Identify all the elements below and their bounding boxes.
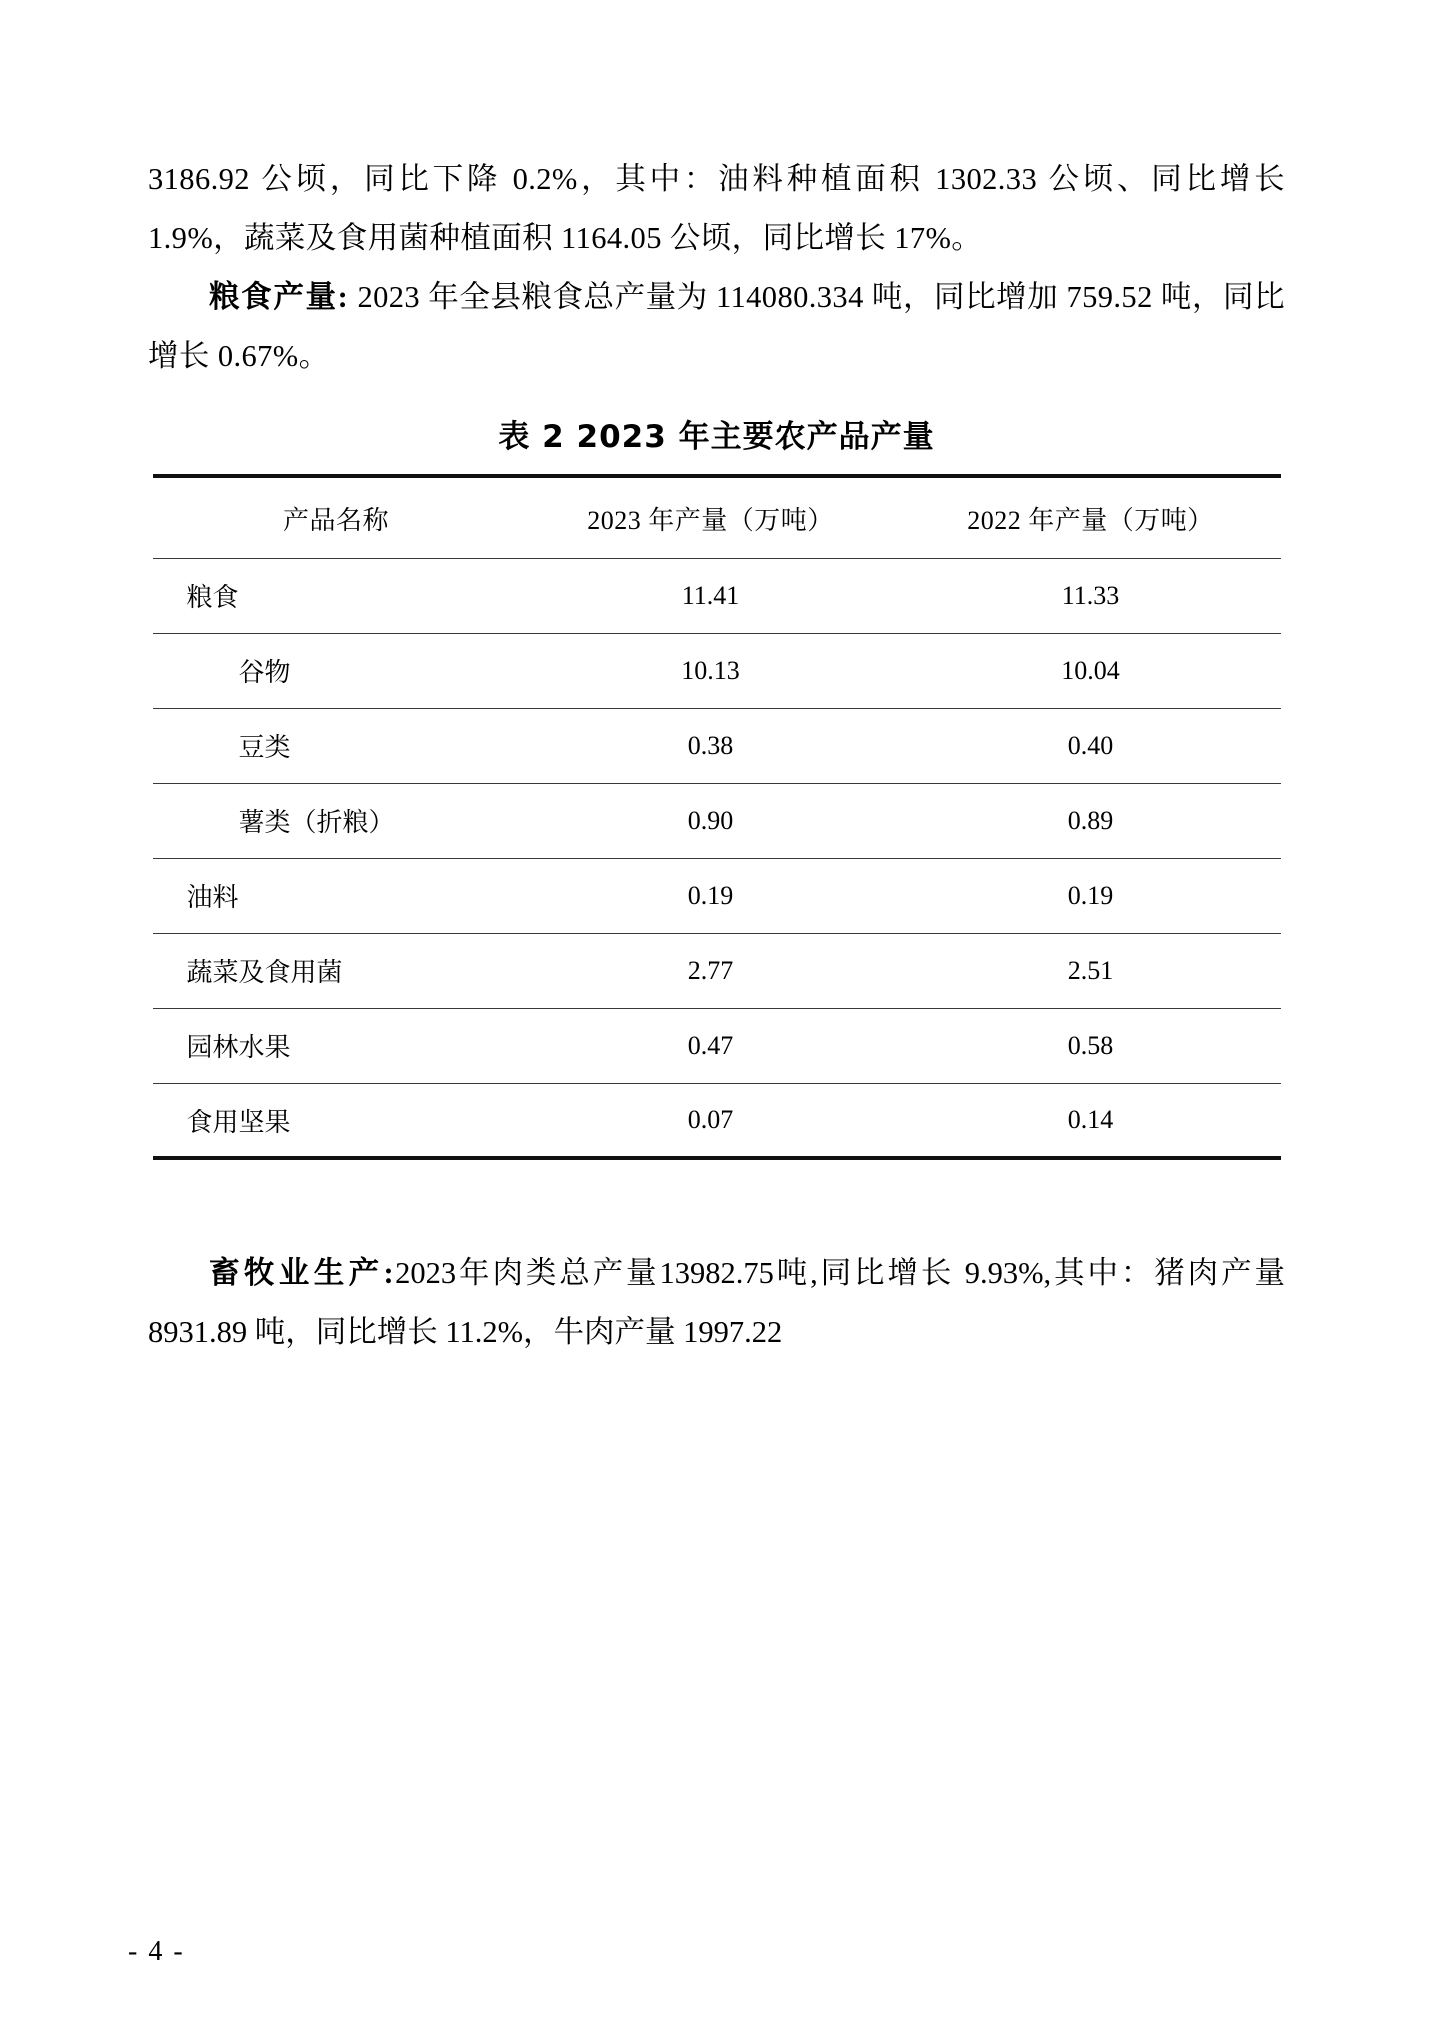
cell-2022-value: 0.14	[901, 1083, 1281, 1158]
livestock-lead: 畜牧业生产:	[209, 1256, 396, 1291]
cell-2022-value: 0.89	[901, 783, 1281, 858]
cell-2022-value: 0.19	[901, 858, 1281, 933]
paragraph-planting-area: 3186.92 公顷，同比下降 0.2%，其中：油料种植面积 1302.33 公顷、同比增长 1.9%，蔬菜及食用菌种植面积 1164.05 公顷，同比增长 17%。	[148, 162, 1285, 255]
page-number: - 4 -	[128, 1936, 185, 1967]
column-header-2023: 2023 年产量（万吨）	[521, 476, 901, 558]
cell-product-name: 园林水果	[153, 1008, 521, 1083]
table-title: 表 2 2023 年主要农产品产量	[498, 419, 935, 456]
table-row	[153, 558, 1281, 633]
cell-2023-value: 0.19	[521, 858, 901, 933]
table-row	[153, 1008, 1281, 1083]
cell-product-name: 粮食	[153, 558, 521, 633]
table-row	[153, 933, 1281, 1008]
table-body	[153, 558, 1281, 1158]
cell-product-name: 薯类（折粮）	[153, 783, 521, 858]
table-row	[153, 633, 1281, 708]
paragraph-livestock	[148, 1244, 1285, 1362]
cell-2023-value: 0.47	[521, 1008, 901, 1083]
cell-product-name: 油料	[153, 858, 521, 933]
cell-2022-value: 2.51	[901, 933, 1281, 1008]
livestock-text: 2023年肉类总产量13982.75吨,同比增长 9.93%,其中：猪肉产量 8931.89 吨，同比增长 11.2%，牛肉产量 1997.22	[148, 1256, 1285, 1350]
cell-2022-value: 0.40	[901, 708, 1281, 783]
grain-output-text: 2023 年全县粮食总产量为 114080.334 吨，同比增加 759.52 吨，同比增长 0.67%。	[148, 279, 1285, 373]
cell-2023-value: 0.90	[521, 783, 901, 858]
table-head	[153, 476, 1281, 558]
grain-output-lead: 粮食产量:	[209, 279, 350, 314]
cell-2022-value: 11.33	[901, 558, 1281, 633]
cell-2022-value: 0.58	[901, 1008, 1281, 1083]
cell-product-name: 豆类	[153, 708, 521, 783]
cell-2023-value: 2.77	[521, 933, 901, 1008]
cell-2023-value: 11.41	[521, 558, 901, 633]
table-header-row	[153, 476, 1281, 558]
table-row	[153, 783, 1281, 858]
cell-2023-value: 10.13	[521, 633, 901, 708]
column-header-product: 产品名称	[153, 476, 521, 558]
cell-2023-value: 0.38	[521, 708, 901, 783]
cell-2022-value: 10.04	[901, 633, 1281, 708]
paragraph-grain-output	[148, 268, 1285, 386]
agricultural-output-table	[153, 474, 1281, 1160]
table-row	[153, 858, 1281, 933]
table-row	[153, 1083, 1281, 1158]
column-header-2022: 2022 年产量（万吨）	[901, 476, 1281, 558]
cell-2023-value: 0.07	[521, 1083, 901, 1158]
cell-product-name: 蔬菜及食用菌	[153, 933, 521, 1008]
table-row	[153, 708, 1281, 783]
cell-product-name: 谷物	[153, 633, 521, 708]
cell-product-name: 食用坚果	[153, 1083, 521, 1158]
